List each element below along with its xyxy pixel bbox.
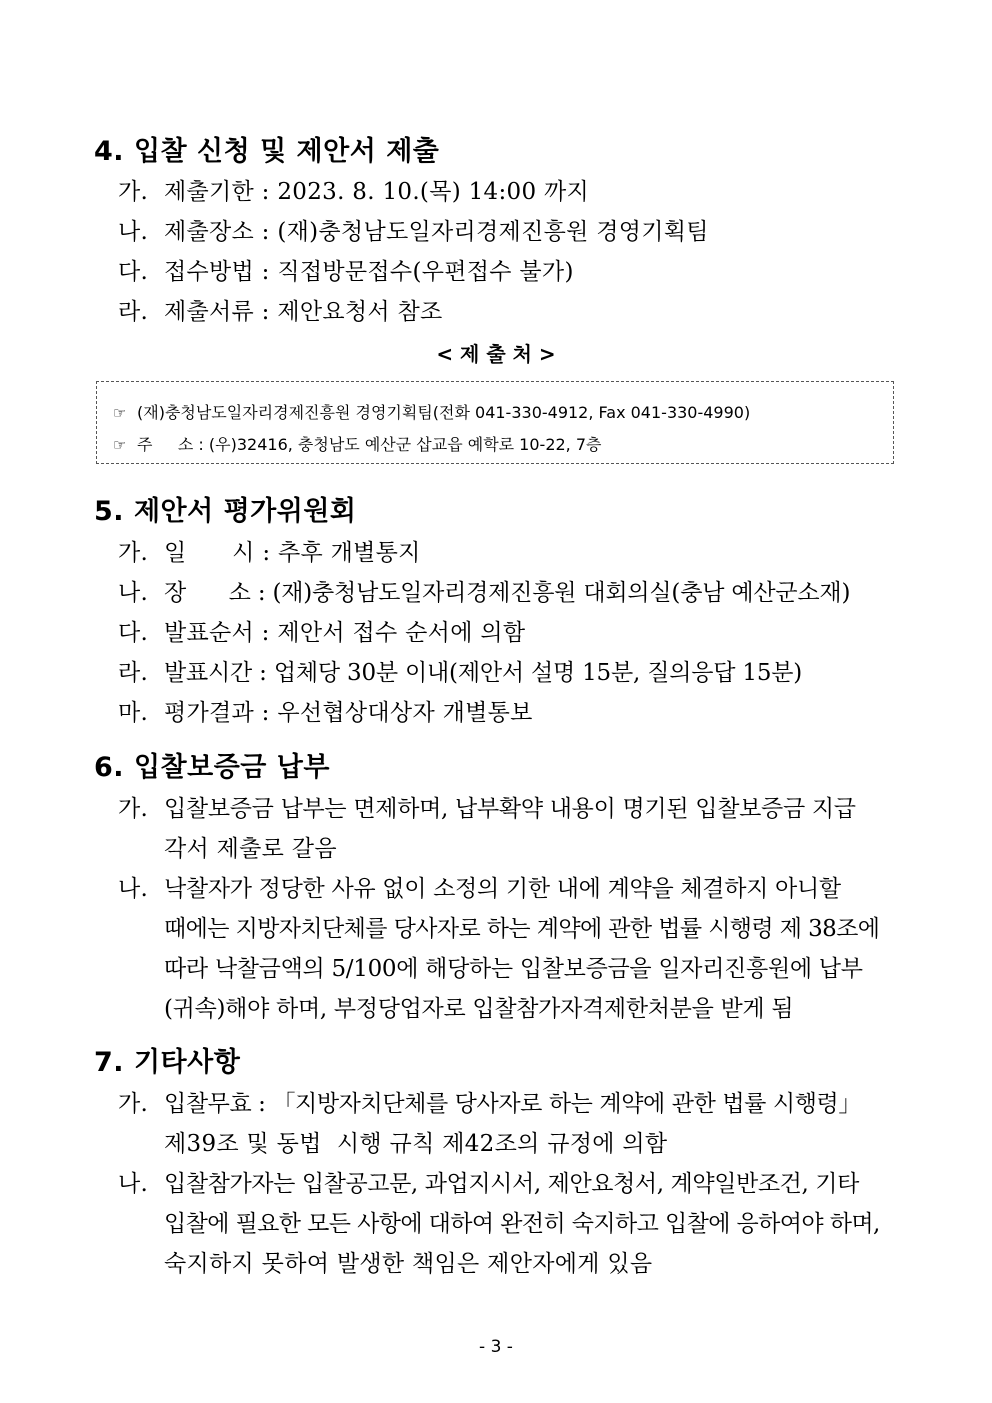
- item-text: 입찰보증금 납부는 면제하며, 납부확약 내용이 명기된 입찰보증금 지급: [164, 796, 856, 822]
- section-5-item-b: [118, 574, 850, 607]
- section-7-item-a: [118, 1085, 861, 1118]
- item-text: 제출장소 : (재)충청남도일자리경제진흥원 경영기획팀: [164, 219, 709, 245]
- item-marker: 나.: [118, 219, 149, 245]
- item-marker: 나.: [118, 580, 149, 606]
- submission-caption: < 제 출 처 >: [436, 342, 556, 366]
- page-number: - 3 -: [479, 1337, 513, 1357]
- item-text: 일 시 : 추후 개별통지: [164, 540, 421, 566]
- section-4-item-c: [118, 253, 574, 286]
- contact-text: (재)충청남도일자리경제진흥원 경영기획팀(전화 041-330-4912, Fax 041-330-4990): [137, 403, 751, 422]
- section-4-item-b: [118, 213, 709, 246]
- item-marker: 가.: [118, 179, 149, 205]
- item-text: 제출기한 : 2023. 8. 10.(목) 14:00 까지: [164, 179, 590, 205]
- item-text: 입찰참가자는 입찰공고문, 과업지시서, 제안요청서, 계약일반조건, 기타: [164, 1171, 859, 1197]
- item-text: 장 소 : (재)충청남도일자리경제진흥원 대회의실(충남 예산군소재): [164, 580, 851, 606]
- pointing-hand-icon: ☞: [113, 404, 127, 422]
- section-7-title: 7. 기타사항: [94, 1047, 241, 1078]
- section-5-item-d: [118, 654, 802, 687]
- section-6-item-b-cont2: 따라 낙찰금액의 5/100에 해당하는 입찰보증금을 일자리진흥원에 납부: [164, 956, 863, 982]
- item-marker: 다.: [118, 259, 149, 285]
- section-6-item-b: [118, 870, 841, 903]
- item-text: 발표순서 : 제안서 접수 순서에 의함: [164, 620, 526, 646]
- item-marker: 라.: [118, 660, 149, 686]
- item-text: 제출서류 : 제안요청서 참조: [164, 299, 443, 325]
- section-6-item-a: [118, 790, 856, 823]
- pointing-hand-icon: ☞: [113, 436, 127, 454]
- section-7-item-b-cont2: 숙지하지 못하여 발생한 책임은 제안자에게 있음: [164, 1251, 653, 1277]
- item-marker: 나.: [118, 1171, 149, 1197]
- section-5-item-a: [118, 534, 421, 567]
- section-6-item-b-cont1: 때에는 지방자치단체를 당사자로 하는 계약에 관한 법률 시행령 제 38조에: [164, 916, 880, 942]
- item-marker: 마.: [118, 700, 149, 726]
- section-6-item-a-cont: 각서 제출로 갈음: [164, 836, 337, 862]
- item-text: 접수방법 : 직접방문접수(우편접수 불가): [164, 259, 574, 285]
- item-text: 발표시간 : 업체당 30분 이내(제안서 설명 15분, 질의응답 15분): [164, 660, 803, 686]
- item-text: 입찰무효 : 「지방자치단체를 당사자로 하는 계약에 관한 법률 시행령」: [164, 1091, 861, 1117]
- section-7-item-b-cont1: 입찰에 필요한 모든 사항에 대하여 완전히 숙지하고 입찰에 응하여야 하며,: [164, 1211, 880, 1237]
- submission-contact-line: [113, 400, 750, 423]
- item-marker: 가.: [118, 796, 149, 822]
- section-5-item-e: [118, 694, 533, 727]
- item-text: 낙찰자가 정당한 사유 없이 소정의 기한 내에 계약을 체결하지 아니할: [164, 876, 841, 902]
- section-4-title: 4. 입찰 신청 및 제안서 제출: [94, 136, 440, 167]
- section-7-item-b: [118, 1165, 859, 1198]
- item-marker: 나.: [118, 876, 149, 902]
- item-marker: 다.: [118, 620, 149, 646]
- section-5-item-c: [118, 614, 525, 647]
- section-6-title: 6. 입찰보증금 납부: [94, 752, 330, 783]
- item-marker: 가.: [118, 540, 149, 566]
- section-5-title: 5. 제안서 평가위원회: [94, 496, 357, 527]
- section-7-item-a-cont: 제39조 및 동법 시행 규칙 제42조의 규정에 의함: [164, 1131, 668, 1157]
- section-4-item-d: [118, 293, 443, 326]
- item-marker: 가.: [118, 1091, 149, 1117]
- item-text: 평가결과 : 우선협상대상자 개별통보: [164, 700, 533, 726]
- submission-info-box: [96, 381, 894, 464]
- section-4-item-a: [118, 173, 589, 206]
- section-6-item-b-cont3: (귀속)해야 하며, 부정당업자로 입찰참가자격제한처분을 받게 됨: [164, 996, 794, 1022]
- item-marker: 라.: [118, 299, 149, 325]
- address-text: 주 소 : (우)32416, 충청남도 예산군 삽교읍 예학로 10-22, 7층: [137, 435, 602, 454]
- submission-address-line: [113, 432, 602, 455]
